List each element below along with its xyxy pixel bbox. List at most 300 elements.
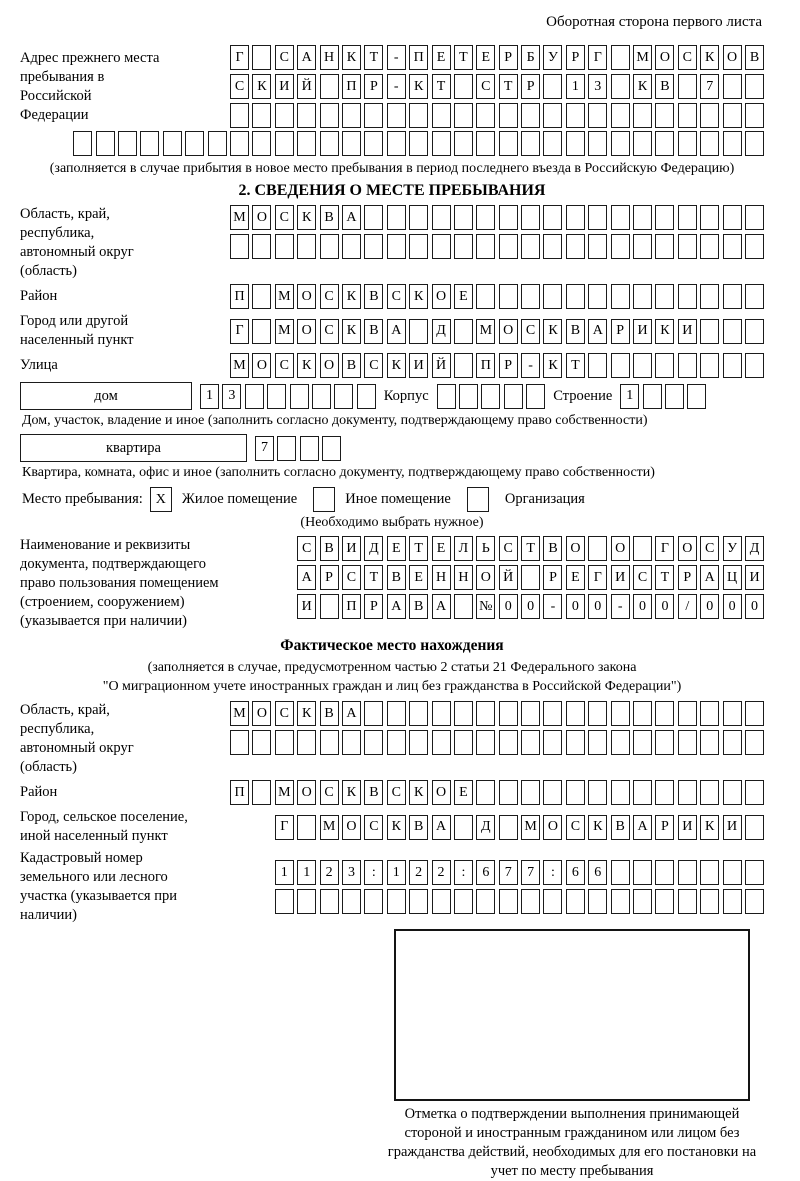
char-box[interactable] <box>364 205 383 230</box>
char-box[interactable]: Т <box>499 74 518 99</box>
char-box[interactable] <box>700 701 719 726</box>
char-box[interactable] <box>588 536 607 561</box>
char-box[interactable] <box>499 205 518 230</box>
char-box[interactable] <box>566 131 585 156</box>
char-box[interactable] <box>655 205 674 230</box>
char-box[interactable]: О <box>297 319 316 344</box>
char-box[interactable] <box>700 889 719 914</box>
char-box[interactable] <box>300 436 319 461</box>
char-box[interactable] <box>230 103 249 128</box>
char-box[interactable]: Е <box>409 565 428 590</box>
char-box[interactable]: И <box>633 319 652 344</box>
char-box[interactable] <box>655 284 674 309</box>
char-box[interactable] <box>476 780 495 805</box>
char-box[interactable]: О <box>297 780 316 805</box>
char-box[interactable]: И <box>275 74 294 99</box>
char-box[interactable]: И <box>678 815 697 840</box>
char-box[interactable] <box>297 730 316 755</box>
char-box[interactable]: 0 <box>566 594 585 619</box>
char-box[interactable]: В <box>364 319 383 344</box>
char-box[interactable]: К <box>633 74 652 99</box>
char-box[interactable] <box>723 205 742 230</box>
char-box[interactable]: 6 <box>476 860 495 885</box>
char-box[interactable] <box>745 205 764 230</box>
char-box[interactable]: И <box>745 565 764 590</box>
char-box[interactable] <box>745 889 764 914</box>
char-box[interactable]: Г <box>230 319 249 344</box>
char-box[interactable] <box>543 234 562 259</box>
char-box[interactable]: 0 <box>588 594 607 619</box>
char-box[interactable] <box>163 131 182 156</box>
char-box[interactable] <box>342 889 361 914</box>
char-box[interactable] <box>521 889 540 914</box>
char-box[interactable] <box>364 889 383 914</box>
char-box[interactable]: Р <box>543 565 562 590</box>
char-box[interactable] <box>687 384 706 409</box>
char-box[interactable] <box>409 234 428 259</box>
char-box[interactable] <box>521 730 540 755</box>
char-box[interactable]: 1 <box>297 860 316 885</box>
char-box[interactable]: В <box>566 319 585 344</box>
char-box[interactable] <box>275 131 294 156</box>
char-box[interactable]: С <box>275 205 294 230</box>
char-box[interactable] <box>364 103 383 128</box>
char-box[interactable]: Й <box>499 565 518 590</box>
char-box[interactable]: В <box>409 815 428 840</box>
char-box[interactable]: С <box>387 780 406 805</box>
char-box[interactable]: П <box>476 353 495 378</box>
char-box[interactable] <box>678 860 697 885</box>
char-box[interactable] <box>723 860 742 885</box>
char-box[interactable]: П <box>230 284 249 309</box>
char-box[interactable]: Р <box>678 565 697 590</box>
char-box[interactable] <box>633 234 652 259</box>
char-box[interactable] <box>655 780 674 805</box>
char-box[interactable]: Р <box>364 594 383 619</box>
char-box[interactable]: В <box>342 353 361 378</box>
char-box[interactable] <box>230 234 249 259</box>
char-box[interactable] <box>700 780 719 805</box>
char-box[interactable]: Е <box>476 45 495 70</box>
char-box[interactable] <box>409 131 428 156</box>
char-box[interactable] <box>611 730 630 755</box>
char-box[interactable] <box>476 205 495 230</box>
char-box[interactable]: 1 <box>275 860 294 885</box>
char-box[interactable] <box>342 103 361 128</box>
char-box[interactable]: Д <box>745 536 764 561</box>
char-box[interactable] <box>633 730 652 755</box>
char-box[interactable] <box>700 234 719 259</box>
char-box[interactable]: М <box>230 701 249 726</box>
char-box[interactable]: С <box>387 284 406 309</box>
char-box[interactable]: Р <box>611 319 630 344</box>
char-box[interactable] <box>655 730 674 755</box>
char-box[interactable] <box>476 730 495 755</box>
char-box[interactable] <box>723 730 742 755</box>
char-box[interactable] <box>73 131 92 156</box>
char-box[interactable]: Н <box>432 565 451 590</box>
char-box[interactable]: 7 <box>521 860 540 885</box>
char-box[interactable]: А <box>387 319 406 344</box>
char-box[interactable] <box>700 284 719 309</box>
char-box[interactable] <box>588 730 607 755</box>
char-box[interactable]: А <box>297 565 316 590</box>
char-box[interactable]: Р <box>655 815 674 840</box>
char-box[interactable] <box>745 780 764 805</box>
char-box[interactable] <box>297 815 316 840</box>
char-box[interactable] <box>342 234 361 259</box>
char-box[interactable] <box>454 889 473 914</box>
char-box[interactable]: Т <box>521 536 540 561</box>
char-box[interactable] <box>432 131 451 156</box>
char-box[interactable]: 2 <box>320 860 339 885</box>
char-box[interactable]: С <box>230 74 249 99</box>
char-box[interactable] <box>252 131 271 156</box>
char-box[interactable] <box>290 384 309 409</box>
char-box[interactable]: 2 <box>432 860 451 885</box>
char-box[interactable]: У <box>543 45 562 70</box>
char-box[interactable] <box>611 780 630 805</box>
char-box[interactable] <box>454 815 473 840</box>
char-box[interactable]: К <box>297 701 316 726</box>
char-box[interactable]: В <box>409 594 428 619</box>
char-box[interactable]: Ц <box>723 565 742 590</box>
char-box[interactable]: 1 <box>200 384 219 409</box>
char-box[interactable] <box>322 436 341 461</box>
char-box[interactable] <box>499 701 518 726</box>
char-box[interactable] <box>611 860 630 885</box>
char-box[interactable] <box>611 103 630 128</box>
char-box[interactable]: Е <box>566 565 585 590</box>
char-box[interactable] <box>588 131 607 156</box>
char-box[interactable]: Ь <box>476 536 495 561</box>
char-box[interactable]: 1 <box>387 860 406 885</box>
char-box[interactable] <box>230 730 249 755</box>
char-box[interactable]: Е <box>387 536 406 561</box>
char-box[interactable] <box>700 131 719 156</box>
char-box[interactable]: Р <box>364 74 383 99</box>
char-box[interactable]: С <box>320 780 339 805</box>
char-box[interactable]: С <box>342 565 361 590</box>
char-box[interactable] <box>745 730 764 755</box>
char-box[interactable] <box>745 74 764 99</box>
char-box[interactable]: С <box>476 74 495 99</box>
char-box[interactable] <box>297 131 316 156</box>
char-box[interactable] <box>700 103 719 128</box>
char-box[interactable]: О <box>320 353 339 378</box>
char-box[interactable]: В <box>655 74 674 99</box>
char-box[interactable] <box>745 234 764 259</box>
char-box[interactable] <box>297 889 316 914</box>
char-box[interactable]: 3 <box>222 384 241 409</box>
char-box[interactable]: О <box>566 536 585 561</box>
char-box[interactable]: П <box>230 780 249 805</box>
char-box[interactable] <box>275 234 294 259</box>
char-box[interactable]: П <box>342 74 361 99</box>
char-box[interactable] <box>454 131 473 156</box>
char-box[interactable]: В <box>320 205 339 230</box>
char-box[interactable]: 0 <box>700 594 719 619</box>
char-box[interactable]: М <box>633 45 652 70</box>
char-box[interactable]: С <box>275 353 294 378</box>
char-box[interactable] <box>364 730 383 755</box>
char-box[interactable] <box>320 103 339 128</box>
char-box[interactable]: П <box>342 594 361 619</box>
char-box[interactable] <box>454 74 473 99</box>
char-box[interactable] <box>208 131 227 156</box>
char-box[interactable]: М <box>320 815 339 840</box>
char-box[interactable] <box>476 103 495 128</box>
char-box[interactable] <box>320 131 339 156</box>
char-box[interactable] <box>745 860 764 885</box>
char-box[interactable] <box>543 205 562 230</box>
char-box[interactable] <box>521 565 540 590</box>
char-box[interactable] <box>252 319 271 344</box>
char-box[interactable] <box>678 103 697 128</box>
char-box[interactable]: М <box>275 284 294 309</box>
char-box[interactable] <box>611 74 630 99</box>
char-box[interactable]: 7 <box>255 436 274 461</box>
char-box[interactable] <box>521 131 540 156</box>
char-box[interactable] <box>476 131 495 156</box>
char-box[interactable]: М <box>230 205 249 230</box>
char-box[interactable]: - <box>387 74 406 99</box>
char-box[interactable]: Р <box>521 74 540 99</box>
char-box[interactable] <box>700 860 719 885</box>
char-box[interactable] <box>476 701 495 726</box>
char-box[interactable] <box>277 436 296 461</box>
char-box[interactable]: К <box>342 284 361 309</box>
char-box[interactable] <box>320 74 339 99</box>
char-box[interactable]: К <box>342 780 361 805</box>
checkbox-other-premises[interactable] <box>313 487 335 512</box>
char-box[interactable]: О <box>252 205 271 230</box>
char-box[interactable]: Т <box>655 565 674 590</box>
char-box[interactable]: Л <box>454 536 473 561</box>
char-box[interactable]: М <box>275 780 294 805</box>
char-box[interactable] <box>745 353 764 378</box>
char-box[interactable] <box>543 730 562 755</box>
char-box[interactable]: А <box>588 319 607 344</box>
char-box[interactable] <box>588 234 607 259</box>
char-box[interactable] <box>566 284 585 309</box>
char-box[interactable] <box>723 74 742 99</box>
char-box[interactable] <box>633 701 652 726</box>
char-box[interactable]: М <box>230 353 249 378</box>
char-box[interactable] <box>320 730 339 755</box>
char-box[interactable] <box>459 384 478 409</box>
char-box[interactable]: О <box>252 353 271 378</box>
char-box[interactable] <box>566 701 585 726</box>
char-box[interactable] <box>526 384 545 409</box>
char-box[interactable]: И <box>723 815 742 840</box>
char-box[interactable] <box>499 234 518 259</box>
char-box[interactable]: М <box>521 815 540 840</box>
char-box[interactable]: Т <box>409 536 428 561</box>
char-box[interactable] <box>409 205 428 230</box>
char-box[interactable]: 0 <box>723 594 742 619</box>
char-box[interactable]: М <box>476 319 495 344</box>
char-box[interactable] <box>543 131 562 156</box>
char-box[interactable] <box>521 234 540 259</box>
char-box[interactable] <box>312 384 331 409</box>
char-box[interactable] <box>521 701 540 726</box>
char-box[interactable] <box>655 353 674 378</box>
char-box[interactable]: В <box>364 780 383 805</box>
char-box[interactable] <box>745 701 764 726</box>
char-box[interactable]: К <box>700 45 719 70</box>
char-box[interactable] <box>96 131 115 156</box>
char-box[interactable]: И <box>342 536 361 561</box>
char-box[interactable]: Т <box>364 45 383 70</box>
char-box[interactable] <box>387 889 406 914</box>
char-box[interactable] <box>566 205 585 230</box>
char-box[interactable] <box>432 103 451 128</box>
char-box[interactable]: К <box>409 780 428 805</box>
char-box[interactable] <box>745 284 764 309</box>
char-box[interactable] <box>643 384 662 409</box>
char-box[interactable]: Р <box>320 565 339 590</box>
char-box[interactable] <box>611 131 630 156</box>
char-box[interactable]: К <box>252 74 271 99</box>
char-box[interactable]: Е <box>454 284 473 309</box>
char-box[interactable] <box>700 730 719 755</box>
char-box[interactable] <box>437 384 456 409</box>
char-box[interactable] <box>185 131 204 156</box>
char-box[interactable] <box>588 284 607 309</box>
char-box[interactable] <box>454 319 473 344</box>
char-box[interactable]: А <box>387 594 406 619</box>
char-box[interactable]: С <box>499 536 518 561</box>
char-box[interactable] <box>566 889 585 914</box>
char-box[interactable] <box>409 889 428 914</box>
char-box[interactable] <box>588 701 607 726</box>
char-box[interactable]: С <box>320 319 339 344</box>
char-box[interactable] <box>454 205 473 230</box>
char-box[interactable]: Т <box>454 45 473 70</box>
char-box[interactable]: 0 <box>745 594 764 619</box>
char-box[interactable]: С <box>566 815 585 840</box>
char-box[interactable] <box>700 319 719 344</box>
char-box[interactable] <box>252 780 271 805</box>
char-box[interactable] <box>723 701 742 726</box>
char-box[interactable]: 0 <box>655 594 674 619</box>
char-box[interactable] <box>252 234 271 259</box>
char-box[interactable] <box>611 353 630 378</box>
char-box[interactable] <box>723 234 742 259</box>
char-box[interactable]: 0 <box>633 594 652 619</box>
char-box[interactable] <box>499 730 518 755</box>
char-box[interactable]: 3 <box>588 74 607 99</box>
char-box[interactable]: Д <box>364 536 383 561</box>
char-box[interactable] <box>364 701 383 726</box>
char-box[interactable] <box>342 131 361 156</box>
char-box[interactable] <box>588 353 607 378</box>
char-box[interactable] <box>665 384 684 409</box>
char-box[interactable]: С <box>521 319 540 344</box>
char-box[interactable] <box>357 384 376 409</box>
char-box[interactable] <box>342 730 361 755</box>
char-box[interactable] <box>297 234 316 259</box>
char-box[interactable]: М <box>275 319 294 344</box>
char-box[interactable]: Д <box>476 815 495 840</box>
char-box[interactable]: А <box>432 594 451 619</box>
char-box[interactable] <box>454 353 473 378</box>
char-box[interactable] <box>275 103 294 128</box>
char-box[interactable]: В <box>320 536 339 561</box>
char-box[interactable] <box>566 234 585 259</box>
char-box[interactable] <box>611 45 630 70</box>
char-box[interactable] <box>118 131 137 156</box>
char-box[interactable] <box>387 701 406 726</box>
char-box[interactable]: С <box>320 284 339 309</box>
char-box[interactable] <box>700 205 719 230</box>
char-box[interactable]: К <box>700 815 719 840</box>
char-box[interactable] <box>633 103 652 128</box>
char-box[interactable] <box>454 701 473 726</box>
char-box[interactable]: Т <box>432 74 451 99</box>
char-box[interactable]: О <box>499 319 518 344</box>
char-box[interactable]: 1 <box>566 74 585 99</box>
char-box[interactable]: Г <box>655 536 674 561</box>
char-box[interactable]: Е <box>432 45 451 70</box>
char-box[interactable] <box>678 205 697 230</box>
char-box[interactable] <box>387 205 406 230</box>
char-box[interactable]: О <box>611 536 630 561</box>
char-box[interactable] <box>521 103 540 128</box>
char-box[interactable] <box>745 131 764 156</box>
char-box[interactable]: Р <box>499 353 518 378</box>
char-box[interactable] <box>252 103 271 128</box>
char-box[interactable]: 6 <box>588 860 607 885</box>
char-box[interactable] <box>678 780 697 805</box>
char-box[interactable] <box>611 234 630 259</box>
char-box[interactable] <box>723 780 742 805</box>
char-box[interactable] <box>432 234 451 259</box>
char-box[interactable] <box>252 730 271 755</box>
char-box[interactable]: Н <box>454 565 473 590</box>
char-box[interactable] <box>432 205 451 230</box>
char-box[interactable]: И <box>678 319 697 344</box>
char-box[interactable]: С <box>275 45 294 70</box>
char-box[interactable]: Й <box>297 74 316 99</box>
char-box[interactable]: Й <box>432 353 451 378</box>
char-box[interactable] <box>275 730 294 755</box>
char-box[interactable]: К <box>655 319 674 344</box>
char-box[interactable] <box>387 730 406 755</box>
char-box[interactable]: 6 <box>566 860 585 885</box>
char-box[interactable]: К <box>588 815 607 840</box>
char-box[interactable]: - <box>543 594 562 619</box>
char-box[interactable] <box>723 353 742 378</box>
char-box[interactable]: И <box>409 353 428 378</box>
char-box[interactable] <box>700 353 719 378</box>
char-box[interactable] <box>633 205 652 230</box>
char-box[interactable]: - <box>611 594 630 619</box>
char-box[interactable] <box>655 860 674 885</box>
char-box[interactable]: : <box>543 860 562 885</box>
char-box[interactable] <box>275 889 294 914</box>
char-box[interactable] <box>543 780 562 805</box>
char-box[interactable]: - <box>387 45 406 70</box>
char-box[interactable] <box>633 353 652 378</box>
char-box[interactable] <box>499 284 518 309</box>
char-box[interactable] <box>320 594 339 619</box>
char-box[interactable] <box>655 889 674 914</box>
char-box[interactable] <box>230 131 249 156</box>
char-box[interactable] <box>387 103 406 128</box>
char-box[interactable] <box>588 205 607 230</box>
